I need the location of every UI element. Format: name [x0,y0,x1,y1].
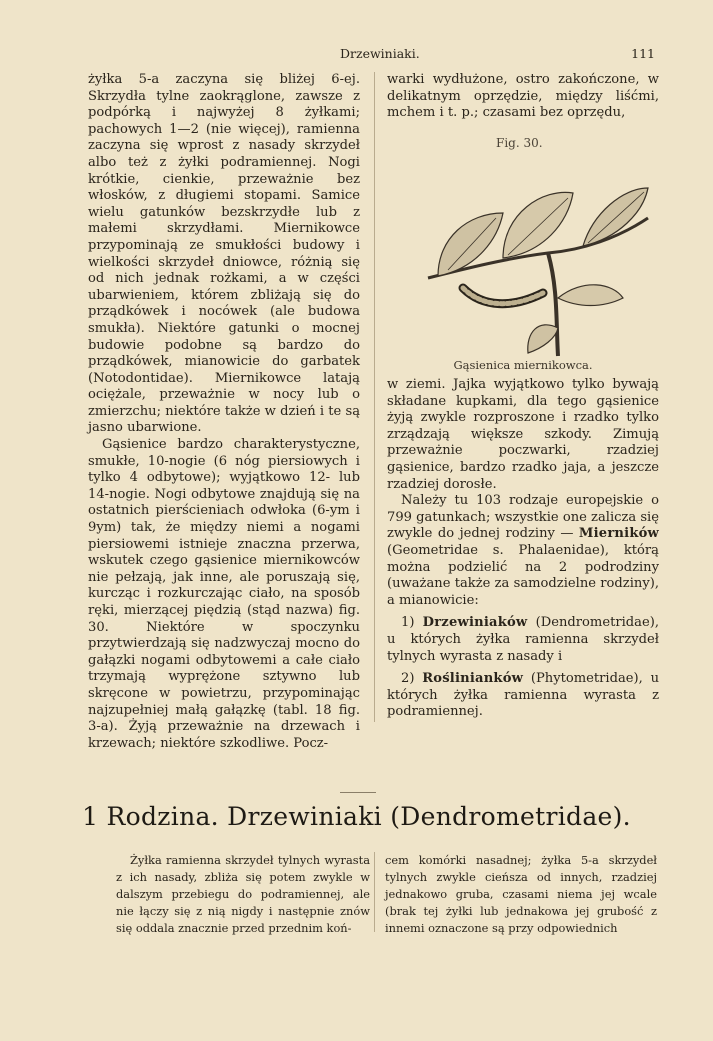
bottom-left-paragraph: Żyłka ramienna skrzydeł tylnych wyrasta z ich nasady, zbliża się potem zwykle w dalszym przebiegu do podramiennej, ale nie łączy się z nią nigdy i następnie znów się oddala znacznie przed przednim koń- [116,853,370,935]
p2-text-after: (Geometridae s. Phalaenidae), którą można podzielić na 2 podrodziny (uważane także za samodzielne rodziny), a mianowicie: [387,542,659,608]
term-roslinianki: Roślinianków [422,671,524,687]
term-drzewiniaki: Drzewiniaków [422,615,528,631]
section-title: 1 Rodzina. Drzewiniaki (Dendrometridae). [82,802,631,831]
term-mierniki: Mierników [578,526,659,542]
right-paragraph-2 [387,493,659,609]
left-column [88,72,360,752]
caterpillar-illustration [408,158,658,358]
right-paragraph-4 [387,671,659,721]
figure-label: Fig. 30. [496,136,543,150]
p4-text-before: 2) [401,671,423,687]
left-paragraph-1: żyłka 5-a zaczyna się bliżej 6-ej. Skrzydła tylne zaokrąglone, zawsze z podpórką i najwyżej 8 żyłkami; pachowych 1—2 (nie więcej), ramienna zaczyna się wprost z nasady skrzydeł albo też z żyłki podramiennej. Nogi krótkie, cienkie, przeważnie bez włosków, z długiemi stopami. Samice wielu gatunków bezskrzydłe lub z małemi skrzydłami. Miernikowce przypominają ze smukłości budowy i wielkości skrzydeł dniowce, różnią się od nich jednak rożkami, a w części ubarwieniem, którem zbliżają się do prządkówek i nocówek (ale budowa smukła). Niektóre gatunki o mocnej budowie podobne są bardzo do prządkówek, mianowicie do garbatek (Notodontidae). Miernikowce latają ociężale, przeważnie w nocy lub o zmierzchu; niektóre także w dzień i te są jasno ubarwione. [88,72,360,436]
right-paragraph-1: w ziemi. Jajka wyjątkowo tylko bywają składane kupkami, dla tego gąsienice żyją zwykle rozproszone i rzadko tylko zrządzają większe szkody. Zimują przeważnie poczwarki, rzadziej gąsienice, bardzo rzadko jaja, a jeszcze rzadziej dorosłe. [387,377,659,492]
page-number: 111 [631,46,655,61]
bottom-right-paragraph: cem komórki nasadnej; żyłka 5-a skrzydeł tylnych zwykle cieńsza od innych, rzadziej jednakowo gruba, czasami niema jej wcale (brak tej żyłki lub jednakowa jej grubość z innemi oznaczone są przy odpowiednich [385,853,657,935]
bottom-column-divider [374,852,375,932]
running-head-title: Drzewiniaki. [340,46,420,61]
figure-caption: Gąsienica miernikowca. [453,358,593,372]
right-paragraph-3 [387,615,659,665]
running-head [340,46,655,61]
right-column-bottom [387,377,659,721]
p3-text-after: (Dendrometridae), u których żyłka ramienna skrzydeł tylnych wyrasta z nasady i [387,615,659,664]
left-paragraph-2: Gąsienice bardzo charakterystyczne, smukłe, 10-nogie (6 nóg piersiowych i tylko 4 odbytowe); wyjątkowo 12- lub 14-nogie. Nogi odbytowe znajdują się na ostatnich pierścieniach odwłoka (6-ym i 9ym) tak, że między niemi a nogami piersiowemi istnieje znaczna przerwa, wskutek czego gąsienice miernikowców nie pełzają, jak inne, ale poruszają się, kurcząc i rozkurczając ciało, na sposób ręki, mierzącej piędzią (stąd nazwa) fig. 30. Niektóre w spoczynku przytwierdzają się nadzwyczaj mocno do gałązki nogami odbytowemi a całe ciało trzymają wyprężone sztywno lub skręcone w powietrzu, przypominając najzupełniej małą gałązkę (tabl. 18 fig. 3-a). Żyją przeważnie na drzewach i krzewach; niektóre szkodliwe. Pocz- [88,437,360,751]
p3-text-before: 1) [401,615,423,631]
p2-text-before: Należy tu 103 rodzaje europejskie o 799 gatunkach; wszystkie one zalicza się zwykle do jednej rodziny — [387,493,659,542]
right-column-top [387,72,659,122]
section-rule [340,792,376,793]
right-top-paragraph: warki wydłużone, ostro zakończone, w delikatnym oprzędzie, między liśćmi, mchem i t. p.; czasami bez oprzędu, [387,72,659,121]
column-divider [374,72,375,722]
p4-text-after: (Phytometridae), u których żyłka ramienna wyrasta z podramiennej. [387,671,659,720]
bottom-left-column [116,852,370,937]
bottom-right-column [385,852,657,937]
